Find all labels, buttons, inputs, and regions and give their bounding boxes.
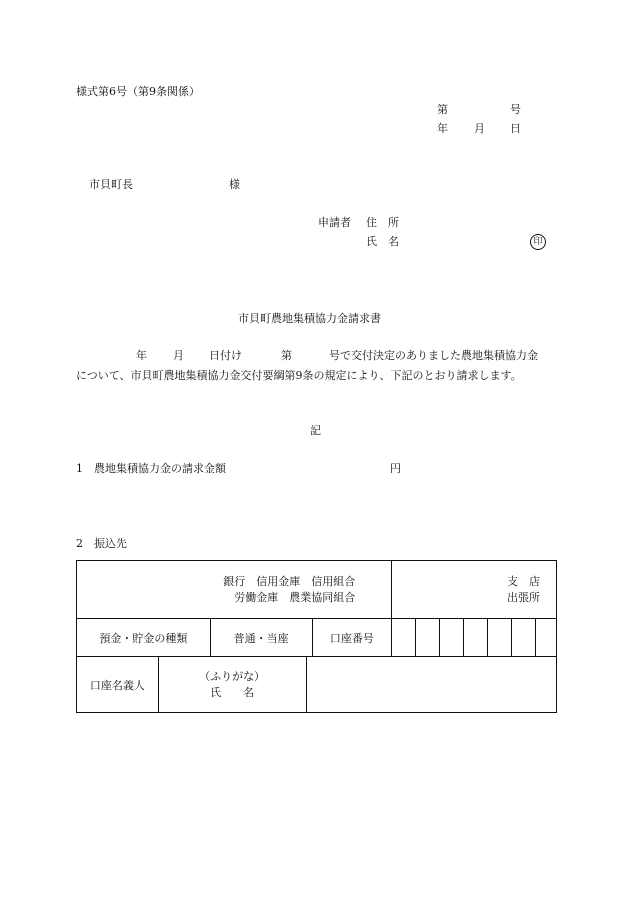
applicant-label: 申請者 <box>318 216 351 229</box>
branch-cell <box>392 561 557 619</box>
account-number-label: 口座番号 <box>312 619 392 657</box>
account-digit-box[interactable] <box>392 619 416 657</box>
furigana-label: （ふりがな） <box>199 669 266 683</box>
fin-line2: 労働金庫 農業協同組合 <box>234 590 356 604</box>
addressee-name: 市貝町長 <box>89 178 133 191</box>
body-line1-end: 号で交付決定のありました農地集積協力金 <box>329 349 538 362</box>
body-line2: について、市貝町農地集積協力金交付要綱第9条の規定により、下記のとおり請求します。 <box>76 369 522 382</box>
body-year: 年 <box>136 349 147 362</box>
deposit-type-label: 預金・貯金の種類 <box>77 619 211 657</box>
header-date-year: 年 <box>437 122 448 135</box>
addressee-sama: 様 <box>229 178 240 191</box>
deposit-type-value: 普通・当座 <box>210 619 312 657</box>
account-holder-label: 口座名義人 <box>77 657 159 713</box>
header-no-go: 号 <box>510 103 521 116</box>
item1-number: 1 <box>76 462 83 475</box>
body-month: 月 <box>173 349 184 362</box>
item1-unit: 円 <box>390 462 401 475</box>
account-digit-box[interactable] <box>488 619 512 657</box>
header-date-month: 月 <box>474 122 485 135</box>
holder-name-label-cell <box>158 657 306 713</box>
holder-name-label: 氏 名 <box>210 685 255 699</box>
applicant-name-label: 氏 名 <box>366 235 399 248</box>
account-digit-box[interactable] <box>511 619 535 657</box>
applicant-address-label: 住 所 <box>366 216 399 229</box>
seal-mark: 印 <box>530 234 546 250</box>
bank-table <box>76 560 557 713</box>
form-number: 様式第6号（第9条関係） <box>76 85 200 98</box>
holder-name-value[interactable] <box>306 657 556 713</box>
header-date-day: 日 <box>510 122 521 135</box>
account-digit-box[interactable] <box>416 619 440 657</box>
branch-line1: 支 店 <box>507 574 540 588</box>
ki-label: 記 <box>310 424 321 437</box>
financial-institution-cell <box>77 561 392 619</box>
body-date-suffix: 日付け <box>209 349 242 362</box>
account-digit-box[interactable] <box>440 619 464 657</box>
document-title: 市貝町農地集積協力金請求書 <box>238 312 381 325</box>
account-digit-box[interactable] <box>464 619 488 657</box>
item2-number: 2 <box>76 537 83 550</box>
fin-line1: 銀行 信用金庫 信用組合 <box>223 574 356 588</box>
account-digit-box[interactable] <box>535 619 556 657</box>
item2-label: 振込先 <box>94 537 127 550</box>
body-dai: 第 <box>281 349 292 362</box>
header-no-dai: 第 <box>437 103 448 116</box>
branch-line2: 出張所 <box>507 590 540 604</box>
item1-label: 農地集積協力金の請求金額 <box>94 462 226 475</box>
